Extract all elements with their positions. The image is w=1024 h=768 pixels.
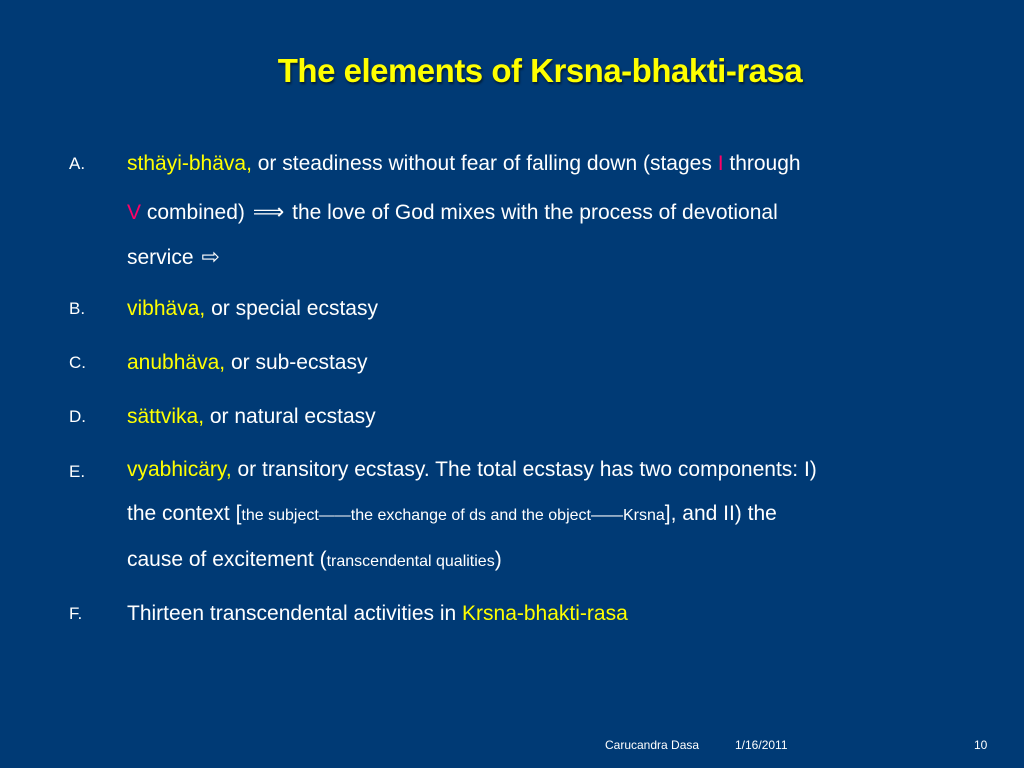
- item-content: [127, 393, 967, 441]
- item-note: the subject——the exchange of ds and the object——Krsna: [241, 507, 665, 524]
- item-text: service: [127, 246, 194, 269]
- item-line: [127, 140, 967, 188]
- item-text: the love of God mixes with the process of devotional: [292, 201, 778, 224]
- item-text: or steadiness without fear of falling down (stages: [257, 152, 712, 175]
- item-text: cause of excitement (: [127, 548, 327, 571]
- item-line: [127, 492, 967, 538]
- item-marker: C.: [69, 353, 86, 372]
- item-marker: E.: [69, 462, 86, 481]
- item-term: sättvika,: [127, 405, 205, 428]
- item-term: sthäyi-bhäva,: [127, 152, 252, 175]
- item-line: [127, 448, 967, 492]
- item-term: Krsna-bhakti-rasa: [462, 602, 628, 625]
- item-text: or transitory ecstasy. The total ecstasy has two components: I): [237, 458, 817, 481]
- page-number: 10: [974, 738, 988, 752]
- footer-date: 1/16/2011: [735, 738, 788, 752]
- item-text: or special ecstasy: [211, 297, 378, 320]
- item-text: Thirteen transcendental activities in: [127, 602, 457, 625]
- item-text: or natural ecstasy: [209, 405, 376, 428]
- item-marker: A.: [69, 154, 86, 173]
- stage-roman-v: V: [127, 201, 142, 224]
- item-term: anubhäva,: [127, 351, 226, 374]
- item-marker: F.: [69, 604, 83, 623]
- item-line: [127, 237, 967, 278]
- item-content: [127, 590, 967, 638]
- item-line: [127, 188, 967, 237]
- item-text: combined): [146, 201, 245, 224]
- item-content: [127, 448, 967, 584]
- implies-arrow-icon: ⟹: [252, 199, 285, 224]
- item-marker: B.: [69, 299, 86, 318]
- item-content: [127, 140, 967, 278]
- item-line: [127, 538, 967, 584]
- item-text: or sub-ecstasy: [230, 351, 368, 374]
- footer-author: Carucandra Dasa: [605, 738, 700, 752]
- stage-roman-i: I: [717, 152, 724, 175]
- item-marker: D.: [69, 407, 86, 426]
- item-note: transcendental qualities: [326, 553, 495, 570]
- item-term: vibhäva,: [127, 297, 206, 320]
- item-content: [127, 285, 967, 333]
- item-text: the context [: [127, 502, 242, 525]
- slide-title: The elements of Krsna-bhakti-rasa: [277, 52, 803, 89]
- item-content: [127, 339, 967, 387]
- item-term: vyabhicäry,: [127, 458, 232, 481]
- item-text: through: [729, 152, 801, 175]
- right-arrow-icon: ⇨: [201, 244, 220, 269]
- item-text: ): [494, 548, 502, 571]
- item-text: ], and II) the: [664, 502, 777, 525]
